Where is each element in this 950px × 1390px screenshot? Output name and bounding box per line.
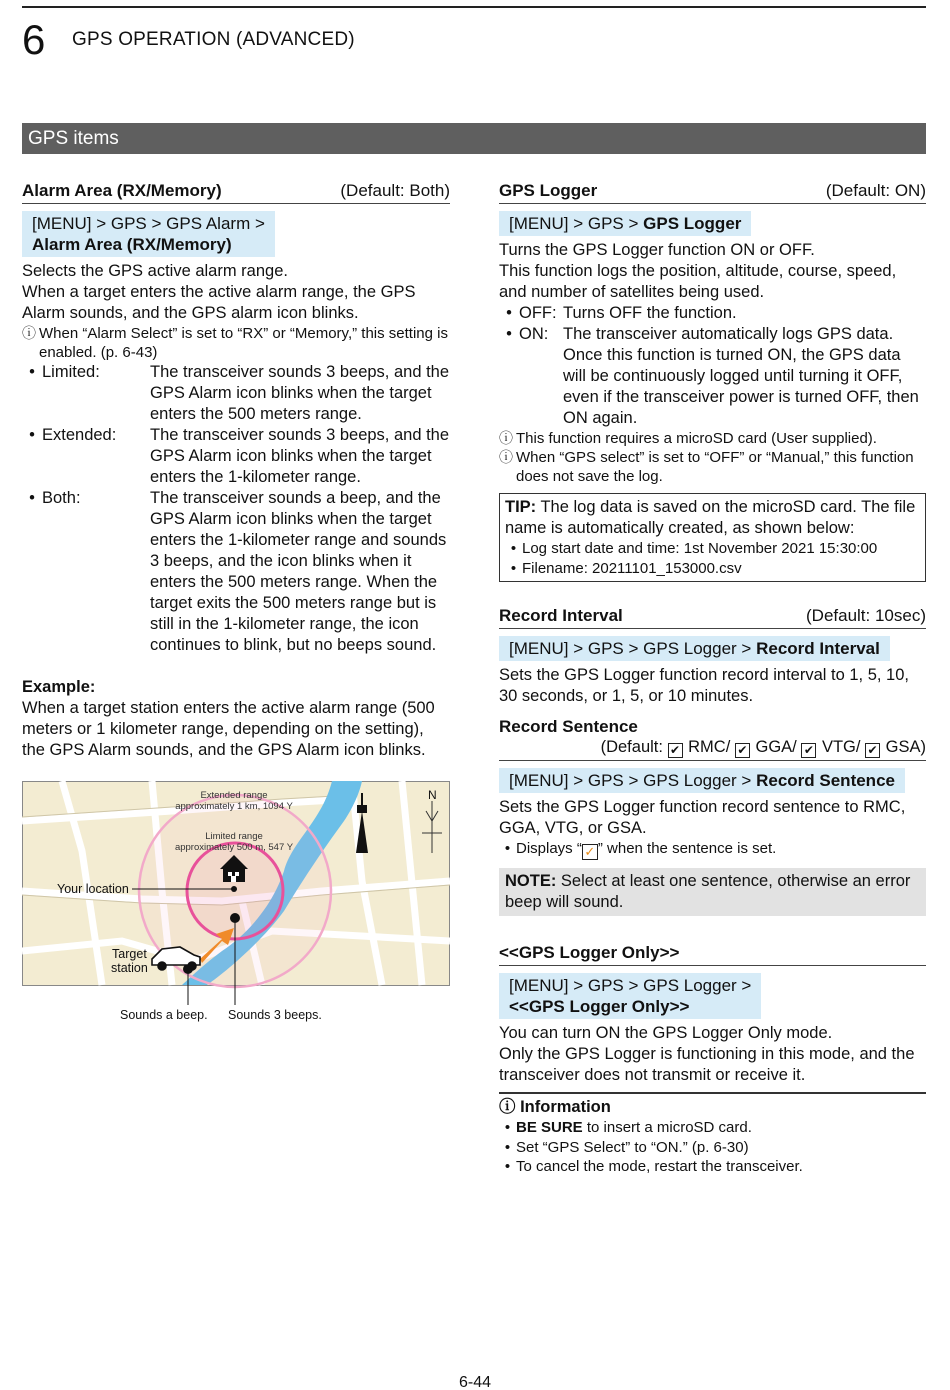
record-interval-desc: Sets the GPS Logger function record interval to 1, 5, 10, 30 seconds, or 1, 5, or 10 minutes.	[499, 666, 909, 705]
gps-logger-default: (Default: ON)	[825, 181, 926, 200]
menu-path-line2: Alarm Area (RX/Memory)	[32, 235, 232, 254]
tip-bullet: • Log start date and time: 1st November 2021 15:30:00	[510, 540, 878, 557]
logger-only-desc2: Only the GPS Logger is functioning in this mode, and the transceiver does not transmit or receive it.	[499, 1045, 915, 1084]
record-sentence-menu-path: [MENU] > GPS > GPS Logger > Record Sentence	[499, 768, 905, 793]
alarm-area-note: ⓘ When “Alarm Select” is set to “RX” or “Memory,” this setting is enabled. (p. 6-43)	[22, 325, 448, 361]
record-interval-default: (Default: 10sec)	[806, 606, 926, 625]
alarm-area-desc2: When a target enters the active alarm range, the GPS Alarm sounds, and the GPS alarm icon blinks.	[22, 283, 416, 322]
alarm-area-menu-path	[22, 211, 275, 257]
check-mark-icon: ✓	[582, 844, 598, 860]
right-column	[499, 180, 926, 1177]
record-interval-menu-path: [MENU] > GPS > GPS Logger > Record Interval	[499, 636, 890, 661]
north-label: N	[428, 788, 437, 802]
option-off: • OFF: Turns OFF the function.	[506, 304, 737, 322]
option-extended: • Extended: The transceiver sounds 3 beeps, and the GPS Alarm icon blinks when the target enters the 1-kilometer range.	[29, 426, 450, 486]
left-column	[22, 180, 450, 1031]
info-bullet: • Set “GPS Select” to “ON.” (p. 6-30)	[504, 1138, 749, 1156]
chapter-number: 6	[22, 16, 46, 63]
target-station-label: Target station	[111, 947, 148, 975]
record-sentence-default: (Default: ✔ RMC/ ✔ GGA/ ✔ VTG/ ✔ GSA)	[499, 737, 926, 761]
checkbox-icon: ✔	[735, 743, 750, 758]
logger-only-desc1: You can turn ON the GPS Logger Only mode.	[499, 1024, 833, 1042]
info-icon: ⓘ	[499, 1098, 516, 1116]
your-location-label: Your location	[57, 882, 129, 896]
record-interval-title: Record Interval	[499, 606, 623, 625]
option-limited: • Limited: The transceiver sounds 3 beeps, and the GPS Alarm icon blinks when the target enters the 500 meters range.	[29, 363, 450, 423]
gps-logger-note2: ⓘ When “GPS select” is set to “OFF” or “Manual,” this function does not save the log.	[499, 449, 914, 485]
record-sentence-title: Record Sentence	[499, 717, 638, 736]
gps-logger-menu-path: [MENU] > GPS > GPS Logger	[499, 211, 751, 236]
map-graphic	[22, 781, 450, 1031]
alarm-area-desc1: Selects the GPS active alarm range.	[22, 262, 288, 280]
sounds-beep-label: Sounds a beep.	[120, 1008, 208, 1022]
tip-box: TIP: The log data is saved on the microSD card. The file name is automatically created, as shown below: • Log start date and time: 1st November 2021 15:30:00 • Filename: 20211101_153000.csv	[499, 493, 926, 582]
alarm-area-heading	[22, 180, 450, 204]
gps-logger-note1: ⓘ This function requires a microSD card (User supplied).	[499, 430, 877, 447]
logger-only-menu-path: [MENU] > GPS > GPS Logger > <<GPS Logger Only>>	[499, 973, 761, 1019]
alarm-area-default: (Default: Both)	[340, 181, 450, 200]
information-block: ⓘ Information • BE SURE to insert a microSD card. • Set “GPS Select” to “ON.” (p. 6-30) • To cancel the mode, restart the transceiver.	[499, 1092, 926, 1177]
checkbox-icon: ✔	[668, 743, 683, 758]
logger-only-title: <<GPS Logger Only>>	[499, 943, 680, 962]
record-sentence-bullet: • Displays “ ✓ ” when the sentence is set.	[504, 840, 777, 859]
top-rule	[22, 6, 926, 8]
gps-logger-desc2: This function logs the position, altitude, course, speed, and number of satellites being used.	[499, 262, 897, 301]
option-on: • ON: The transceiver automatically logs GPS data. Once this function is turned ON, the GPS data will be continuously logged until turning it OFF, even if the transceiver power is turned OFF, then ON again.	[506, 325, 919, 427]
note-box: NOTE: Select at least one sentence, otherwise an error beep will sound.	[499, 868, 926, 916]
sounds-3-beeps-label: Sounds 3 beeps.	[228, 1008, 322, 1022]
gps-logger-title: GPS Logger	[499, 181, 598, 200]
option-both: • Both: The transceiver sounds a beep, and the GPS Alarm icon blinks when the target enters the 1-kilometer range and sounds 3 beeps, and the icon blinks when it enters the 500 meters range. When the target exits the 500 meters range but is still in the 1-kilometer range, the icon continues to blink, but no beeps sound.	[29, 489, 447, 654]
info-bullet: • BE SURE to insert a microSD card.	[504, 1119, 752, 1136]
logger-only-heading	[499, 942, 926, 966]
info-bullet: • To cancel the mode, restart the transceiver.	[504, 1158, 803, 1175]
example-text: When a target station enters the active alarm range (500 meters or 1 kilometer range, depending on the setting), the GPS Alarm sounds, and the GPS Alarm icon blinks.	[22, 699, 435, 759]
checkbox-icon: ✔	[801, 743, 816, 758]
menu-path-line1: [MENU] > GPS > GPS Alarm >	[32, 214, 265, 233]
extended-range-label: Extended range approximately 1 km, 1094 Y	[175, 790, 293, 812]
record-sentence-desc: Sets the GPS Logger function record sentence to RMC, GGA, VTG, or GSA.	[499, 798, 906, 837]
chapter-title: GPS OPERATION (ADVANCED)	[72, 29, 355, 50]
checkbox-icon: ✔	[865, 743, 880, 758]
section-title-bar: GPS items	[22, 123, 926, 154]
record-interval-heading	[499, 605, 926, 629]
info-icon: ⓘ	[499, 430, 513, 446]
gps-logger-heading	[499, 180, 926, 204]
info-icon: ⓘ	[22, 325, 36, 341]
record-sentence-heading	[499, 716, 926, 761]
page-number: 6-44	[458, 1374, 492, 1390]
tip-bullet: • Filename: 20211101_153000.csv	[510, 559, 742, 577]
info-icon: ⓘ	[499, 449, 513, 465]
example-title: Example:	[22, 678, 96, 696]
alarm-map-illustration	[22, 781, 450, 1031]
gps-logger-desc1: Turns the GPS Logger function ON or OFF.	[499, 241, 815, 259]
limited-range-label: Limited range approximately 500 m, 547 Y	[174, 831, 294, 853]
alarm-area-title: Alarm Area (RX/Memory)	[22, 181, 222, 200]
